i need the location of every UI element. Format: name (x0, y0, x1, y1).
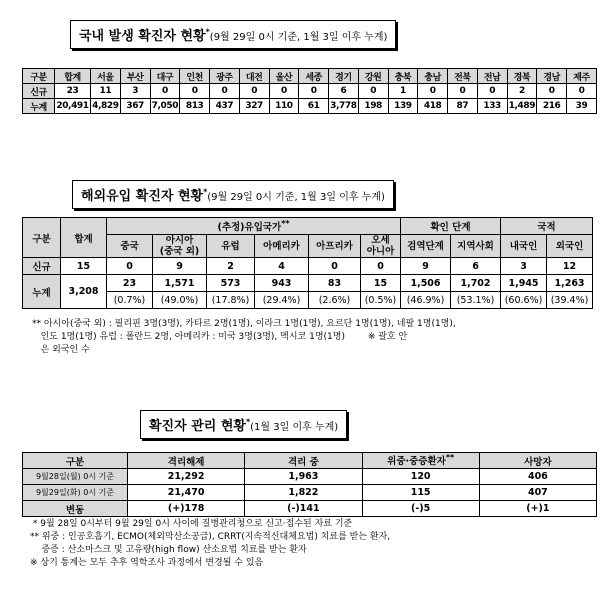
overseas-notes (32, 318, 456, 357)
domestic-cell: 0 (448, 84, 478, 99)
domestic-row-new (23, 84, 597, 99)
domestic-header-cell: 울산 (269, 69, 299, 84)
domestic-header-cell: 경남 (537, 69, 567, 84)
domestic-header-cell: 광주 (210, 69, 240, 84)
overseas-pct-cell: (0.7%) (107, 292, 153, 309)
overseas-cum-cell: 573 (207, 275, 255, 292)
domestic-cell: 6 (329, 84, 359, 99)
domestic-cell: 0 (239, 84, 269, 99)
overseas-column-header: 아시아 (중국 외) (153, 235, 207, 258)
overseas-pct-cell: (39.4%) (547, 292, 593, 309)
management-row-label: 변동 (23, 501, 128, 517)
management-note-line: ※ 상기 통계는 모두 추후 역학조사 과정에서 변경될 수 있음 (30, 558, 264, 568)
domestic-cell: 39 (567, 99, 597, 114)
overseas-column-header: 검역단계 (401, 235, 451, 258)
overseas-cum-cell: 1,263 (547, 275, 593, 292)
domestic-cell: 4,829 (91, 99, 121, 114)
domestic-cell: 1 (388, 84, 418, 99)
domestic-row-cumulative (23, 99, 597, 114)
domestic-header-cell: 충남 (418, 69, 448, 84)
domestic-cell: 0 (180, 84, 210, 99)
domestic-row-label: 신규 (23, 84, 55, 99)
management-title-box (140, 410, 347, 439)
management-cell: 406 (479, 469, 596, 485)
overseas-table (22, 217, 593, 309)
overseas-header-label: 구분 (23, 218, 61, 258)
overseas-header-confirm-group: 확인 단계 (401, 218, 501, 235)
overseas-cum-cell: 1,571 (153, 275, 207, 292)
domestic-header-cell: 서울 (91, 69, 121, 84)
management-row (23, 469, 597, 485)
domestic-cell: 0 (418, 84, 448, 99)
management-cell: 1,963 (245, 469, 362, 485)
overseas-new-total: 15 (61, 258, 107, 275)
domestic-header-cell: 충북 (388, 69, 418, 84)
domestic-cell: 87 (448, 99, 478, 114)
overseas-cum-cell: 1,506 (401, 275, 451, 292)
management-row-label: 9월28일(월) 0시 기준 (23, 469, 128, 485)
overseas-pct-cell: (0.5%) (361, 292, 401, 309)
management-header-cell (362, 453, 479, 469)
overseas-cum-cell: 83 (309, 275, 361, 292)
overseas-new-cell: 2 (207, 258, 255, 275)
domestic-header-cell: 합계 (55, 69, 91, 84)
overseas-column-header: 중국 (107, 235, 153, 258)
domestic-header-cell: 강원 (358, 69, 388, 84)
domestic-cell: 110 (269, 99, 299, 114)
domestic-cell: 0 (150, 84, 180, 99)
overseas-new-cell: 3 (501, 258, 547, 275)
domestic-cell: 2 (507, 84, 537, 99)
management-header-cell: 사망자 (479, 453, 596, 469)
overseas-column-header: 아메리카 (255, 235, 309, 258)
domestic-cell: 0 (269, 84, 299, 99)
overseas-pct-cell: (53.1%) (451, 292, 501, 309)
management-note-line: 중증 : 산소마스크 및 고유량(high flow) 산소요법 치료를 받는 환자 (30, 545, 307, 555)
overseas-pct-cell: (2.6%) (309, 292, 361, 309)
management-note-line: * 9월 28일 0시부터 9월 29일 0시 사이에 질병관리청으로 신고·접수된 자료 기준 (30, 519, 353, 529)
management-title-mark: * (245, 417, 251, 427)
domestic-cell: 133 (477, 99, 507, 114)
overseas-note-line: 인도 1명(1명) 유럽 : 폴란드 2명, 아메리카 : 미국 3명(3명), 멕시코 1명(1명) ※ 괄호 안 (32, 332, 408, 342)
management-cell: 120 (362, 469, 479, 485)
domestic-table (22, 68, 597, 114)
overseas-column-header: 유럽 (207, 235, 255, 258)
overseas-title-box (72, 180, 394, 209)
domestic-cell: 0 (299, 84, 329, 99)
overseas-column-header: 외국인 (547, 235, 593, 258)
domestic-header-cell: 전남 (477, 69, 507, 84)
management-cell: 21,470 (128, 485, 245, 501)
domestic-header-cell: 부산 (120, 69, 150, 84)
overseas-row-cumulative (23, 275, 593, 292)
domestic-cell: 0 (210, 84, 240, 99)
overseas-cum-cell: 1,702 (451, 275, 501, 292)
domestic-cell: 216 (537, 99, 567, 114)
domestic-cell: 20,491 (55, 99, 91, 114)
domestic-header-cell: 경북 (507, 69, 537, 84)
domestic-cell: 418 (418, 99, 448, 114)
management-cell: 407 (479, 485, 596, 501)
domestic-cell: 1,489 (507, 99, 537, 114)
domestic-header-cell: 전북 (448, 69, 478, 84)
overseas-new-cell: 12 (547, 258, 593, 275)
domestic-cell: 7,050 (150, 99, 180, 114)
domestic-header-cell: 대구 (150, 69, 180, 84)
domestic-header-cell: 경기 (329, 69, 359, 84)
domestic-cell: 813 (180, 99, 210, 114)
overseas-new-cell: 9 (153, 258, 207, 275)
overseas-column-header: 내국인 (501, 235, 547, 258)
domestic-subtitle: (9월 29일 0시 기준, 1월 3일 이후 누계) (209, 32, 388, 43)
management-subtitle: (1월 3일 이후 누계) (250, 422, 339, 433)
domestic-cell: 0 (537, 84, 567, 99)
overseas-new-cell: 0 (309, 258, 361, 275)
management-row-change (23, 501, 597, 517)
overseas-new-cell: 0 (107, 258, 153, 275)
domestic-cell: 3,778 (329, 99, 359, 114)
overseas-header-nation-group: 국적 (501, 218, 593, 235)
overseas-pct-cell: (17.8%) (207, 292, 255, 309)
domestic-cell: 23 (55, 84, 91, 99)
est-group-mark: ** (281, 218, 290, 228)
management-note-line: ** 위중 : 인공호흡기, ECMO(체외막산소공급), CRRT(지속적신대체요법) 치료를 받는 환자, (30, 532, 391, 542)
management-header-cell: 구분 (23, 453, 128, 469)
overseas-pct-cell: (49.0%) (153, 292, 207, 309)
overseas-pct-cell: (60.6%) (501, 292, 547, 309)
overseas-row-new (23, 258, 593, 275)
overseas-new-cell: 9 (401, 258, 451, 275)
management-cell: 21,292 (128, 469, 245, 485)
domestic-header-cell: 제주 (567, 69, 597, 84)
management-cell: 115 (362, 485, 479, 501)
domestic-cell: 0 (567, 84, 597, 99)
domestic-cell: 0 (358, 84, 388, 99)
overseas-cum-cell: 943 (255, 275, 309, 292)
overseas-cum-label: 누계 (23, 275, 61, 309)
domestic-header-cell: 세종 (299, 69, 329, 84)
management-header-row (23, 453, 597, 469)
management-notes (30, 518, 390, 570)
overseas-pct-cell: (46.9%) (401, 292, 451, 309)
domestic-header-cell: 구분 (23, 69, 55, 84)
domestic-title: 국내 발생 확진자 현황 (79, 29, 206, 44)
overseas-new-label: 신규 (23, 258, 61, 275)
domestic-cell: 367 (120, 99, 150, 114)
overseas-cum-total: 3,208 (61, 275, 107, 309)
overseas-header-est-group (107, 218, 401, 235)
management-header-cell: 격리 중 (245, 453, 362, 469)
domestic-cell: 437 (210, 99, 240, 114)
severe-header-label: 위중·중증환자 (387, 456, 446, 468)
overseas-title-mark: * (203, 187, 208, 197)
domestic-cell: 11 (91, 84, 121, 99)
overseas-new-cell: 6 (451, 258, 501, 275)
management-cell: 1,822 (245, 485, 362, 501)
management-cell: (-)141 (245, 501, 362, 517)
domestic-cell: 3 (120, 84, 150, 99)
overseas-row-percent (23, 292, 593, 309)
domestic-cell: 327 (239, 99, 269, 114)
domestic-header-cell: 인천 (180, 69, 210, 84)
overseas-cum-cell: 23 (107, 275, 153, 292)
domestic-row-label: 누계 (23, 99, 55, 114)
overseas-cum-cell: 1,945 (501, 275, 547, 292)
domestic-header-row (23, 69, 597, 84)
management-title: 확진자 관리 현황 (149, 419, 246, 434)
management-cell: (+)178 (128, 501, 245, 517)
overseas-subtitle: (9월 29일 0시 기준, 1월 3일 이후 누계) (207, 192, 385, 203)
overseas-column-header: 지역사회 (451, 235, 501, 258)
est-group-label: (추정)유입국가 (217, 222, 282, 234)
domestic-title-mark: * (205, 27, 210, 37)
overseas-title: 해외유입 확진자 현황 (81, 189, 204, 204)
management-header-cell: 격리해제 (128, 453, 245, 469)
management-cell: (-)5 (362, 501, 479, 517)
management-row (23, 485, 597, 501)
overseas-column-row (23, 235, 593, 258)
management-cell: (+)1 (479, 501, 596, 517)
overseas-new-cell: 0 (361, 258, 401, 275)
severe-header-mark: ** (445, 453, 455, 463)
domestic-cell: 0 (477, 84, 507, 99)
domestic-header-cell: 대전 (239, 69, 269, 84)
overseas-header-total: 합계 (61, 218, 107, 258)
domestic-cell: 61 (299, 99, 329, 114)
domestic-cell: 198 (358, 99, 388, 114)
overseas-column-header: 아프리카 (309, 235, 361, 258)
overseas-cum-cell: 15 (361, 275, 401, 292)
overseas-note-line: 은 외국인 수 (32, 345, 90, 355)
management-table (22, 452, 597, 517)
management-row-label: 9월29일(화) 0시 기준 (23, 485, 128, 501)
overseas-new-cell: 4 (255, 258, 309, 275)
overseas-column-header: 오세 아니아 (361, 235, 401, 258)
domestic-cell: 139 (388, 99, 418, 114)
overseas-note-line: ** 아시아(중국 외) : 필리핀 3명(3명), 카타르 2명(1명), 이라크 1명(1명), 요르단 1명(1명), 네팔 1명(1명), (32, 319, 456, 329)
overseas-pct-cell: (29.4%) (255, 292, 309, 309)
domestic-title-box (70, 20, 396, 49)
